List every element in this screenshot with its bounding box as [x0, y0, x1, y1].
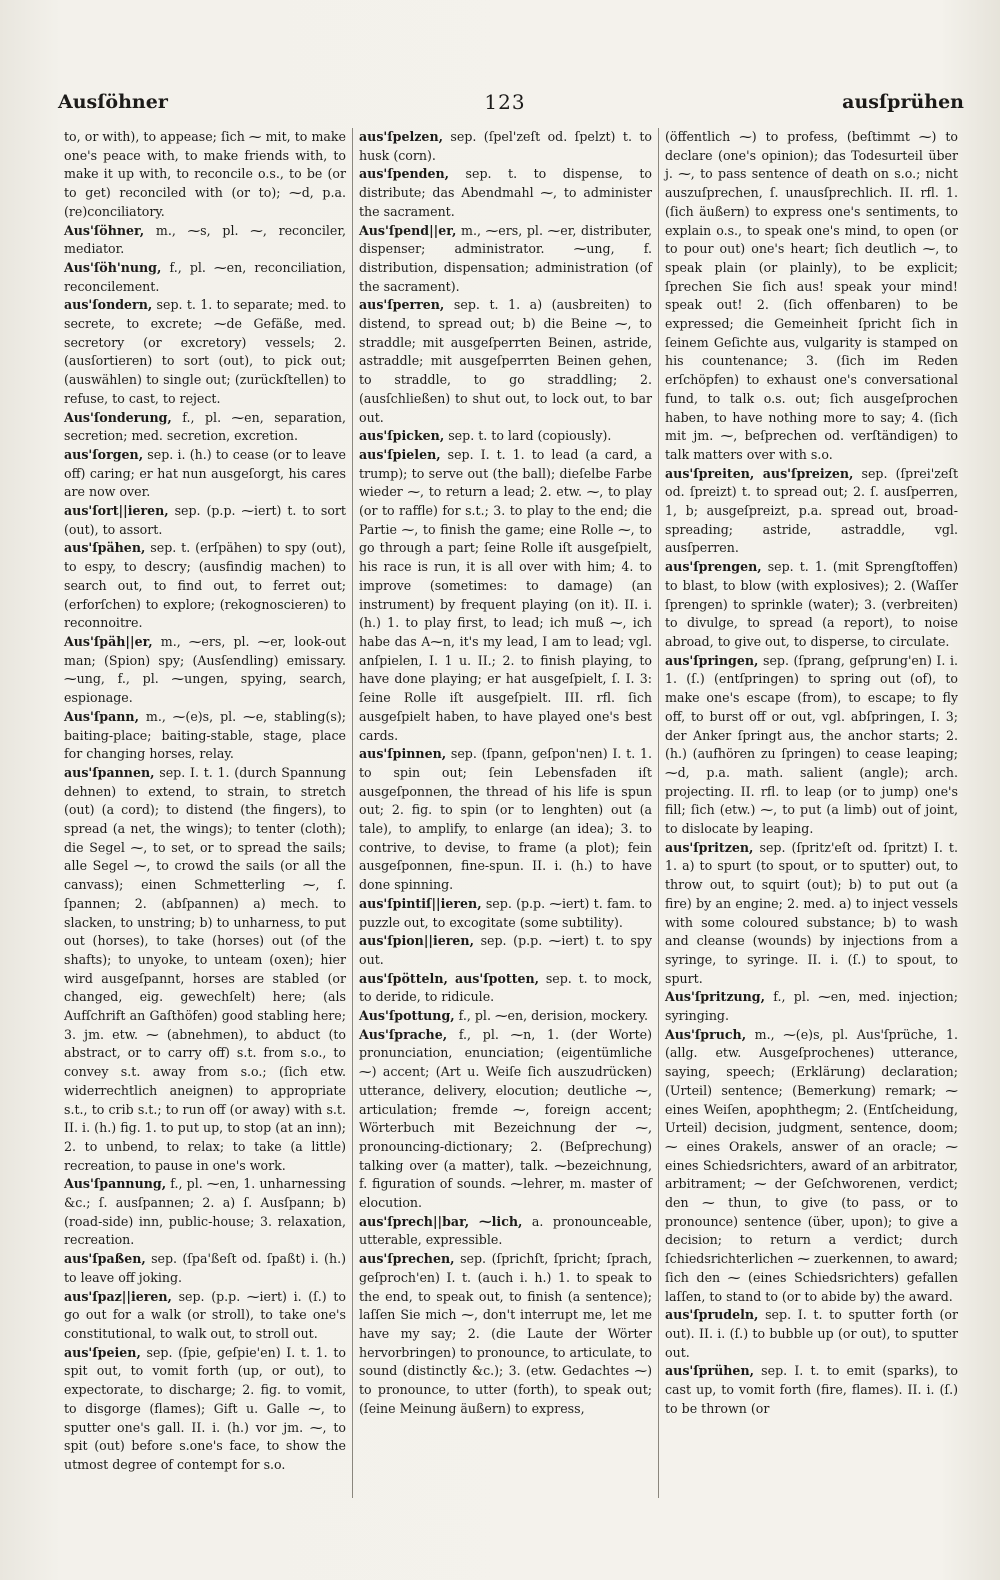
entry-definition: sep. (p.p. ⁓iert) t. to sort (out), to assort.: [64, 503, 346, 537]
dictionary-entry: [665, 988, 958, 1025]
entry-definition: m., ⁓ers, pl. ⁓er, distributer, dispenser; administrator. ⁓ung, f. distribution, dispensation; administration (of the sacrament).: [359, 222, 652, 294]
entry-definition: sep. i. (h.) to cease (or to leave off) caring; er hat nun ausgeſorgt, his cares are now over.: [64, 446, 346, 500]
entry-headword: Aus'ſpend||er,: [359, 222, 457, 238]
dictionary-entry: [359, 296, 652, 427]
dictionary-entry: [359, 1007, 652, 1026]
dictionary-entry: [359, 932, 652, 969]
dictionary-entry: [64, 764, 346, 1175]
dictionary-entry: [64, 633, 346, 708]
entry-headword: aus'ſpritzen,: [665, 839, 754, 855]
entry-headword: aus'ſprech||bar, ⁓lich,: [359, 1213, 523, 1229]
dictionary-entry: [64, 1288, 346, 1344]
dictionary-entry: [64, 1344, 346, 1475]
entry-headword: Aus'ſpruch,: [665, 1026, 747, 1042]
entry-headword: aus'ſorgen,: [64, 446, 144, 462]
entry-headword: aus'ſpähen,: [64, 540, 146, 556]
entry-definition: f., pl. ⁓en, 1. unharnessing &c.; ſ. ausſpannen; 2. a) ſ. Ausſpann; b) (road-side) inn, public-house; 3. relaxation, recreation.: [64, 1176, 346, 1248]
entry-definition: sep. (ſprei'zeſt od. ſpreizt) t. to spread out; 2. ſ. ausſperren, 1, b; ausgeſpreizt, p.a. spread out, broad-spreading; astride, astraddle, vgl. ausſperren.: [665, 465, 959, 556]
entry-definition: sep. I. t. 1. to lead (a card, a trump); to serve out (the ball); dieſelbe Farbe wieder ⁓, to return a lead; 2. etw. ⁓, to play (or to raffle) for s.t.; 3. to play to the end; die Partie ⁓, to finish the game; eine Rolle ⁓, to go through a part; ſeine Rolle iſt ausgeſpielt, his race is run, it is all over with him; 4. to improve (sometimes: to damage) (an instrument) by frequent playing (on it). II. i. (h.) 1. to play first, to lead; ich muß ⁓, ich habe das A⁓n, it's my lead, I am to lead; vgl. anſpielen, I. 1 u. II.; 2. to finish playing, to have done playing; er hat ausgeſpielt, ſ. I. 3: ſeine Rolle iſt ausgeſpielt. III. rfl. ſich ausgeſpielt haben, to have played one's best cards.: [359, 446, 652, 743]
dictionary-entry: [64, 222, 346, 259]
entry-headword: aus'ſperren,: [359, 297, 445, 313]
dictionary-entry: [665, 1306, 958, 1362]
entry-definition: sep. (ſpie, geſpie'en) I. t. 1. to spit out, to vomit forth (up, or out), to expectorate, to discharge; 2. fig. to vomit, to disgorge (flames); Gift u. Galle ⁓, to sputter one's gall. II. i. (h.) vor jm. ⁓, to spit (out) before s.one's face, to show the utmost degree of contempt for s.o.: [64, 1344, 346, 1472]
entry-headword: aus'ſpreiten, aus'ſpreizen,: [665, 465, 854, 481]
entry-definition: sep. t. 1. (mit Sprengſtoffen) to blast, to blow (with explosives); 2. (Waſſer ſprengen) to sprinkle (water); 3. (verbreiten) to divulge, to spread (a report), to noise abroad, to give out, to disperse, to circulate.: [665, 559, 958, 649]
entry-headword: aus'ſpion||ieren,: [359, 933, 474, 949]
page-number: 123: [484, 90, 526, 114]
entry-definition: sep. (p.p. ⁓iert) t. fam. to puzzle out, to excogitate (some subtility).: [359, 895, 652, 930]
entry-definition: m., ⁓ers, pl. ⁓er, look-out man; (Spion) spy; (Ausſendling) emissary. ⁓ung, f., pl. ⁓ungen, spying, search, espionage.: [64, 633, 346, 706]
entry-definition: (öffentlich ⁓) to profess, (beſtimmt ⁓) to declare (one's opinion); das Todesurteil über j. ⁓, to pass sentence of death on s.o.; nicht auszuſprechen, ſ. unausſprechlich. II. rfl. 1. (ſich äußern) to express one's sentiments, to explain o.s., to speak one's mind, to open (or to pour out) one's heart; ſich deutlich ⁓, to speak plain (or plainly), to be explicit; ſprechen Sie ſich aus! speak your mind! speak out! 2. (ſich offenbaren) to be expressed; die Gemeinheit ſpricht ſich in ſeinem Geſichte aus, vulgarity is stamped on his countenance; 3. (ſich im Reden erſchöpfen) to exhaust one's conversational fund, to talk o.s. out; ſich ausgeſprochen haben, to have nothing more to say; 4. (ſich mit jm. ⁓, beſprechen od. verſtändigen) to talk matters over with s.o.: [665, 129, 958, 462]
dictionary-entry: [359, 970, 652, 1007]
entry-headword: Aus'ſpannung,: [64, 1176, 167, 1192]
dictionary-columns: [58, 128, 964, 1498]
dictionary-entry: [665, 558, 958, 652]
entry-headword: aus'ſpaz||ieren,: [64, 1288, 172, 1304]
entry-headword: aus'ſprudeln,: [665, 1307, 759, 1323]
column-1: [58, 128, 352, 1498]
dictionary-entry: [64, 446, 346, 502]
dictionary-entry: [359, 165, 652, 221]
dictionary-entry: [64, 128, 346, 222]
entry-definition: sep. t. (erſpähen) to spy (out), to espy, to descry; (ausfindig machen) to search out, to find out, to ferret out; (erforſchen) to explore; (rekognoscieren) to reconnoitre.: [64, 540, 346, 631]
entry-headword: aus'ſpinnen,: [359, 746, 447, 762]
entry-headword: aus'ſpannen,: [64, 764, 155, 780]
entry-definition: sep. t. to mock, to deride, to ridicule.: [359, 970, 652, 1005]
header-right-headword: ausſprühen: [842, 91, 964, 113]
entry-definition: a. pronounceable, utterable, expressible.: [359, 1213, 652, 1248]
entry-headword: Aus'ſpäh||er,: [64, 633, 153, 649]
dictionary-entry: [64, 708, 346, 764]
dictionary-entry: [64, 1175, 346, 1250]
entry-headword: aus'ſpicken,: [359, 428, 445, 444]
entry-headword: aus'ſpötteln, aus'ſpotten,: [359, 970, 540, 986]
entry-definition: f., pl. ⁓en, med. injection; syringing.: [665, 989, 958, 1024]
entry-headword: aus'ſprechen,: [359, 1251, 455, 1267]
entry-definition: m., ⁓(e)s, pl. Aus'ſprüche, 1. (allg. etw. Ausgeſprochenes) utterance, saying, speech; (Erklärung) declaration; (Urteil) sentence; (Bemerkung) remark; ⁓ eines Weiſen, apophthegm; 2. (Entſcheidung, Urteil) decision, judgment, sentence, doom; ⁓ eines Orakels, answer of an oracle; ⁓ eines Schiedsrichters, award of an arbitrator, arbitrament; ⁓ der Geſchworenen, verdict; den ⁓ thun, to give (to pass, or to pronounce) sentence (über, upon); to give a decision; to return a verdict; durch ſchiedsrichterlichen ⁓ zuerkennen, to award; ſich den ⁓ (eines Schiedsrichters) gefallen laſſen, to stand to (or to abide by) the award.: [665, 1026, 958, 1304]
entry-definition: f., pl. ⁓en, separation, secretion; med. secretion, excretion.: [64, 409, 346, 444]
dictionary-entry: [64, 296, 346, 408]
entry-headword: Aus'ſonderung,: [64, 409, 172, 425]
entry-definition: sep. (ſprang, geſprung'en) I. i. 1. (ſ.) (entſpringen) to spring out (of), to make one's escape (from), to escape; to fly off, to burst off or out, vgl. abſpringen, I. 3; der Anker ſpringt aus, the anchor starts; 2. (h.) (aufhören zu ſpringen) to cease leaping; ⁓d, p.a. math. salient (angle); arch. projecting. II. rfl. to leap (or to jump) one's fill; ſich (etw.) ⁓, to put (a limb) out of joint, to dislocate by leaping.: [665, 652, 958, 837]
entry-headword: aus'ſprengen,: [665, 559, 762, 575]
entry-headword: aus'ſpintiſ||ieren,: [359, 895, 482, 911]
entry-headword: Aus'ſprache,: [359, 1026, 448, 1042]
column-2: [352, 128, 658, 1498]
entry-definition: sep. (p.p. ⁓iert) i. (ſ.) to go out for a walk (or stroll), to take one's constitutional, to walk out, to stroll out.: [64, 1288, 346, 1341]
dictionary-entry: [64, 502, 346, 539]
entry-definition: sep. (ſpritz'eſt od. ſpritzt) I. t. 1. a) to spurt (to spout, or to sputter) out, to throw out, to squirt (out); b) to put out (a fire) by an engine; 2. med. a) to inject vessels with some coloured substance; b) to wash and cleanse (wounds) by injections from a syringe, to syringe. II. i. (ſ.) to spout, to spurt.: [665, 839, 958, 986]
entry-headword: Aus'ſpann,: [64, 708, 139, 724]
dictionary-entry: [359, 745, 652, 895]
entry-headword: Aus'ſpottung,: [359, 1008, 455, 1024]
entry-definition: sep. t. 1. to separate; med. to secrete, to excrete; ⁓de Gefäße, med. secretory (or excretory) vessels; 2. (ausſortieren) to sort (out), to pick out; (auswählen) to single out; (zurückſtellen) to refuse, to cast, to reject.: [64, 297, 346, 406]
entry-headword: aus'ſpringen,: [665, 652, 759, 668]
entry-definition: sep. t. to dispense, to distribute; das Abendmahl ⁓, to administer the sacrament.: [359, 166, 652, 219]
dictionary-entry: [665, 839, 958, 989]
entry-definition: to, or with), to appease; ſich ⁓ mit, to make one's peace with, to make friends with, to make it up with, to reconcile o.s., to be (or to get) reconciled with (or to); ⁓d, p.a. (re)conciliatory.: [64, 129, 346, 219]
dictionary-entry: [665, 128, 958, 465]
dictionary-entry: [64, 259, 346, 296]
dictionary-entry: [359, 895, 652, 932]
entry-definition: sep. (ſpa'ßeſt od. ſpaßt) i. (h.) to leave off joking.: [64, 1251, 346, 1285]
entry-definition: sep. (ſpann, geſpon'nen) I. t. 1. to spin out; ſein Lebensfaden iſt ausgeſponnen, the thread of his life is spun out; 2. fig. to spin (or to lenghten) out (a tale), to amplify, to enlarge (an idea); 3. to contrive, to devise, to frame (a plot); fein ausgeſponnen, fine-spun. II. i. (h.) to have done spinning.: [359, 746, 652, 893]
entry-headword: aus'ſprühen,: [665, 1363, 754, 1379]
entry-definition: m., ⁓(e)s, pl. ⁓e, stabling(s); baiting-place; baiting-stable, stage, place for changing horses, relay.: [64, 708, 346, 762]
column-3: [658, 128, 964, 1498]
entry-definition: sep. t. 1. a) (ausbreiten) to distend, to spread out; b) die Beine ⁓, to straddle; mit ausgeſperrten Beinen, astride, astraddle; mit ausgeſperrten Beinen gehen, to straddle, to go straddling; 2. (ausſchließen) to shut out, to lock out, to bar out.: [359, 297, 652, 425]
dictionary-entry: [359, 427, 652, 446]
header-left-headword: Ausſöhner: [58, 91, 168, 113]
dictionary-entry: [665, 1362, 958, 1418]
entry-headword: Aus'ſöhner,: [64, 222, 145, 238]
entry-definition: sep. I. t. 1. (durch Spannung dehnen) to extend, to strain, to stretch (out) (a cord); to distend (the fingers), to spread (a net, the wings); to tenter (cloth); die Segel ⁓, to set, or to spread the sails; alle Segel ⁓, to crowd the sails (or all the canvass); einen Schmetterling ⁓, ſ. ſpannen; 2. (abſpannen) a) mech. to slacken, to unstring; b) to unharness, to put out (horses), to take (horses) out (of the shafts); to unyoke, to unteam (oxen); hier wird ausgeſpannt, horses are stabled (or changed, eig. gewechſelt) here; (als Aufſchrift an Gaſthöfen) good stabling here; 3. jm. etw. ⁓ (abnehmen), to abduct (to abstract, or to carry off) s.t. from s.o., to convey s.t. away from s.o.; (ſich etw. widerrechtlich aneignen) to appropriate s.t., to crib s.t.; to run off (or away) with s.t. II. i. (h.) fig. 1. to put up, to stop (at an inn); 2. to unbend, to relax; to take (a little) recreation, to pause in one's work.: [64, 764, 346, 1173]
dictionary-entry: [64, 539, 346, 633]
entry-definition: m., ⁓s, pl. ⁓, reconciler, mediator.: [64, 222, 346, 257]
entry-headword: Aus'ſpritzung,: [665, 989, 765, 1005]
dictionary-entry: [64, 1250, 346, 1287]
entry-definition: f., pl. ⁓en, derision, mockery.: [454, 1008, 649, 1024]
dictionary-entry: [64, 409, 346, 446]
entry-definition: sep. I. t. to emit (sparks), to cast up, to vomit forth (fire, flames). II. i. (ſ.) to be thrown (or: [665, 1363, 958, 1416]
entry-definition: f., pl. ⁓n, 1. (der Worte) pronunciation, enunciation; (eigentümliche ⁓) accent; (Art u. Weiſe ſich auszudrücken) utterance, delivery, elocution; deutliche ⁓, articulation; fremde ⁓, foreign accent; Wörterbuch mit Bezeichnung der ⁓, pronouncing-dictionary; 2. (Beſprechung) talking over (a matter), talk. ⁓bezeichnung, f. figuration of sounds. ⁓lehrer, m. master of elocution.: [359, 1026, 652, 1211]
entry-definition: f., pl. ⁓en, reconciliation, reconcilement.: [64, 259, 346, 294]
entry-headword: aus'ſpeien,: [64, 1344, 141, 1360]
dictionary-entry: [359, 1026, 652, 1213]
entry-headword: aus'ſpelzen,: [359, 129, 443, 144]
dictionary-entry: [665, 465, 958, 559]
entry-headword: aus'ſpenden,: [359, 166, 450, 182]
dictionary-entry: [665, 1026, 958, 1307]
dictionary-entry: [665, 652, 958, 839]
dictionary-entry: [359, 1250, 652, 1418]
entry-definition: sep. t. to lard (copiously).: [444, 428, 612, 444]
entry-headword: Aus'ſöh'nung,: [64, 259, 162, 275]
dictionary-entry: [359, 222, 652, 297]
entry-definition: sep. (ſpel'zeſt od. ſpelzt) t. to husk (corn).: [359, 129, 652, 163]
entry-definition: sep. I. t. to sputter forth (or out). II. i. (ſ.) to bubble up (or out), to sputter out.: [665, 1307, 958, 1360]
entry-headword: aus'ſondern,: [64, 297, 153, 313]
entry-headword: aus'ſpielen,: [359, 446, 441, 462]
dictionary-entry: [359, 446, 652, 745]
dictionary-entry: [359, 1213, 652, 1250]
entry-definition: sep. (p.p. ⁓iert) t. to spy out.: [359, 933, 652, 967]
dictionary-entry: [359, 128, 652, 165]
running-header: [58, 82, 964, 122]
entry-headword: aus'ſort||ieren,: [64, 503, 169, 519]
entry-headword: aus'ſpaßen,: [64, 1251, 146, 1267]
entry-definition: sep. (ſprichſt, ſpricht; ſprach, geſproch'en) I. t. (auch i. h.) 1. to speak to the end, to speak out, to finish (a sentence); laſſen Sie mich ⁓, don't interrupt me, let me have my say; 2. (die Laute der Wörter hervorbringen) to pronounce, to articulate, to sound (distinctly &c.); 3. (etw. Gedachtes ⁓) to pronounce, to utter (forth), to speak out; (ſeine Meinung äußern) to express,: [359, 1251, 652, 1416]
